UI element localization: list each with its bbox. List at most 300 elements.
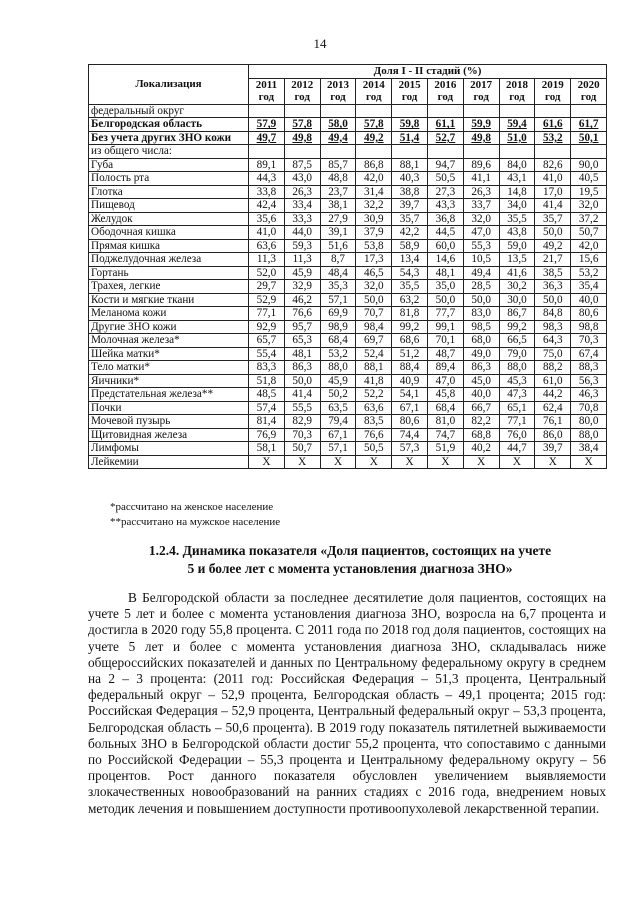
cell-value: 88,0 — [499, 361, 535, 375]
cell-value: 41,0 — [249, 226, 285, 240]
cell-value: 80,0 — [571, 415, 607, 429]
cell-value: X — [392, 455, 428, 469]
cell-value: 51,6 — [320, 239, 356, 253]
year-value: 2016 — [434, 78, 457, 91]
year-word: год — [366, 91, 382, 103]
cell-value: 44,3 — [249, 172, 285, 186]
table-row — [89, 401, 607, 415]
cell-value: 50,0 — [535, 226, 571, 240]
row-label: Гортань — [89, 266, 249, 280]
cell-value: 84,0 — [499, 158, 535, 172]
stage-group-header: Доля I - II стадий (%) — [249, 65, 607, 79]
cell-value: 40,0 — [571, 293, 607, 307]
cell-value — [284, 104, 320, 118]
cell-value: 82,2 — [463, 415, 499, 429]
cell-value: 86,8 — [356, 158, 392, 172]
year-word: год — [473, 91, 489, 103]
cell-value: 52,0 — [249, 266, 285, 280]
table-row — [89, 226, 607, 240]
cell-value: 32,2 — [356, 199, 392, 213]
table-row — [89, 118, 607, 132]
cell-value: X — [284, 455, 320, 469]
cell-value: 50,1 — [571, 131, 607, 145]
cell-value: 30,9 — [356, 212, 392, 226]
cell-value — [499, 104, 535, 118]
cell-value: 59,3 — [284, 239, 320, 253]
year-header-2011 — [249, 78, 285, 104]
cell-value: 50,5 — [427, 172, 463, 186]
cell-value: 88,3 — [571, 361, 607, 375]
cell-value: 65,3 — [284, 334, 320, 348]
cell-value — [499, 145, 535, 159]
cell-value: X — [427, 455, 463, 469]
cell-value: 98,8 — [571, 320, 607, 334]
cell-value: 76,6 — [356, 428, 392, 442]
cell-value: 55,3 — [463, 239, 499, 253]
cell-value: 36,3 — [535, 280, 571, 294]
cell-value: 33,3 — [284, 212, 320, 226]
row-label: Ободочная кишка — [89, 226, 249, 240]
cell-value: 40,5 — [571, 172, 607, 186]
cell-value: X — [249, 455, 285, 469]
cell-value: 48,1 — [284, 347, 320, 361]
cell-value: 8,7 — [320, 253, 356, 267]
table-row — [89, 361, 607, 375]
cell-value: 76,1 — [535, 415, 571, 429]
cell-value: 50,2 — [320, 388, 356, 402]
cell-value: 27,3 — [427, 185, 463, 199]
cell-value: 58,0 — [320, 118, 356, 132]
row-label: Яичники* — [89, 374, 249, 388]
cell-value: 49,8 — [463, 131, 499, 145]
cell-value: 68,4 — [320, 334, 356, 348]
cell-value: 49,2 — [535, 239, 571, 253]
row-label: Глотка — [89, 185, 249, 199]
cell-value: 11,3 — [249, 253, 285, 267]
year-header-2014 — [356, 78, 392, 104]
cell-value: 40,0 — [463, 388, 499, 402]
row-label: Другие ЗНО кожи — [89, 320, 249, 334]
cell-value: 49,4 — [463, 266, 499, 280]
cell-value: 77,1 — [499, 415, 535, 429]
cell-value: 26,3 — [463, 185, 499, 199]
table-row — [89, 131, 607, 145]
cell-value: 44,2 — [535, 388, 571, 402]
cell-value: 80,6 — [571, 307, 607, 321]
year-value: 2011 — [255, 78, 278, 91]
cell-value: 50,0 — [284, 374, 320, 388]
row-label: Шейка матки* — [89, 347, 249, 361]
cell-value: 59,4 — [499, 118, 535, 132]
cell-value: 44,7 — [499, 442, 535, 456]
cell-value: 84,8 — [535, 307, 571, 321]
row-label: Молочная железа* — [89, 334, 249, 348]
section-heading-line-1: 1.2.4. Динамика показателя «Доля пациентов, состоящих на учете — [148, 543, 552, 558]
cell-value: 54,3 — [392, 266, 428, 280]
cell-value: 50,5 — [356, 442, 392, 456]
cell-value: 33,8 — [249, 185, 285, 199]
cell-value: 42,0 — [571, 239, 607, 253]
cell-value: 51,9 — [427, 442, 463, 456]
footnote-male: **рассчитано на мужское население — [110, 516, 281, 528]
cell-value: 45,9 — [320, 374, 356, 388]
cell-value: 26,3 — [284, 185, 320, 199]
cell-value: 89,6 — [463, 158, 499, 172]
row-label: Лимфомы — [89, 442, 249, 456]
cell-value: 38,8 — [392, 185, 428, 199]
cell-value: X — [571, 455, 607, 469]
stage-share-table — [88, 64, 607, 469]
cell-value: 88,2 — [535, 361, 571, 375]
cell-value: 17,3 — [356, 253, 392, 267]
cell-value: 48,5 — [249, 388, 285, 402]
cell-value: 98,3 — [535, 320, 571, 334]
table-header — [89, 65, 607, 105]
cell-value: X — [463, 455, 499, 469]
cell-value — [535, 104, 571, 118]
year-value: 2013 — [326, 78, 349, 91]
cell-value: 90,0 — [571, 158, 607, 172]
cell-value: 35,0 — [427, 280, 463, 294]
cell-value: 15,6 — [571, 253, 607, 267]
cell-value: 40,2 — [463, 442, 499, 456]
cell-value: 43,0 — [284, 172, 320, 186]
cell-value — [571, 145, 607, 159]
cell-value: 41,6 — [499, 266, 535, 280]
cell-value: 83,3 — [249, 361, 285, 375]
cell-value: 61,1 — [427, 118, 463, 132]
table-row — [89, 212, 607, 226]
cell-value: 42,4 — [249, 199, 285, 213]
row-label: Предстательная железа** — [89, 388, 249, 402]
cell-value: 52,9 — [249, 293, 285, 307]
cell-value: 35,5 — [499, 212, 535, 226]
cell-value: 14,8 — [499, 185, 535, 199]
cell-value: 37,9 — [356, 226, 392, 240]
cell-value: 57,8 — [356, 118, 392, 132]
cell-value: 61,7 — [571, 118, 607, 132]
cell-value: 44,5 — [427, 226, 463, 240]
cell-value — [463, 104, 499, 118]
year-word: год — [258, 91, 275, 103]
table-row — [89, 199, 607, 213]
cell-value: 89,1 — [249, 158, 285, 172]
cell-value: 35,7 — [535, 212, 571, 226]
cell-value: 68,8 — [463, 428, 499, 442]
cell-value: 50,7 — [284, 442, 320, 456]
year-header-2015 — [392, 78, 428, 104]
cell-value: 63,5 — [320, 401, 356, 415]
cell-value: 57,1 — [320, 293, 356, 307]
cell-value: 85,7 — [320, 158, 356, 172]
table-row — [89, 307, 607, 321]
year-value: 2018 — [505, 78, 528, 91]
row-label: Меланома кожи — [89, 307, 249, 321]
cell-value: 50,7 — [571, 226, 607, 240]
cell-value: 49,0 — [463, 347, 499, 361]
year-word: год — [294, 91, 310, 103]
cell-value: X — [535, 455, 571, 469]
cell-value: 83,0 — [463, 307, 499, 321]
cell-value: 95,7 — [284, 320, 320, 334]
cell-value: 57,9 — [249, 118, 285, 132]
table-row — [89, 253, 607, 267]
cell-value: 61,6 — [535, 118, 571, 132]
cell-value: 32,0 — [463, 212, 499, 226]
cell-value: 33,7 — [463, 199, 499, 213]
cell-value: 31,4 — [356, 185, 392, 199]
cell-value: 59,0 — [499, 239, 535, 253]
table-row — [89, 280, 607, 294]
cell-value: 57,3 — [392, 442, 428, 456]
table-row — [89, 104, 607, 118]
cell-value: 32,0 — [356, 280, 392, 294]
cell-value — [463, 145, 499, 159]
year-value: 2019 — [541, 78, 564, 91]
page-number: 14 — [313, 36, 327, 51]
cell-value — [284, 145, 320, 159]
cell-value: 86,3 — [284, 361, 320, 375]
cell-value — [249, 104, 285, 118]
cell-value: 68,0 — [463, 334, 499, 348]
table-row — [89, 455, 607, 469]
cell-value: 58,9 — [392, 239, 428, 253]
cell-value: 53,2 — [320, 347, 356, 361]
cell-value: 82,6 — [535, 158, 571, 172]
cell-value: 45,0 — [463, 374, 499, 388]
cell-value: 39,1 — [320, 226, 356, 240]
cell-value — [427, 145, 463, 159]
cell-value: 99,2 — [499, 320, 535, 334]
cell-value: 65,1 — [499, 401, 535, 415]
cell-value: 43,3 — [427, 199, 463, 213]
cell-value: 99,2 — [392, 320, 428, 334]
cell-value: 70,7 — [356, 307, 392, 321]
table-row — [89, 347, 607, 361]
cell-value: 53,2 — [571, 266, 607, 280]
year-value: 2012 — [291, 78, 314, 91]
cell-value: 87,5 — [284, 158, 320, 172]
body-paragraph: В Белгородской области за последнее десятилетие доля пациентов, состоящих на учете 5 лет и более с момента установления диагноза ЗНО, возросла на 6,7 процента и достигла в 2020 году 55,8 процента. С 2011 года по 2018 год доля пациентов, состоящих на учете 5 лет и более с момента установления диагноза ЗНО, складывалась ниже общероссийских показателей и данных по Центральному федеральному округу в среднем на 2 – 3 процента: (2011 год: Российская Федерация – 51,3 процента, Центральный федеральный округ – 52,9 процента, Белгородская область – 49,1 процента; 2015 год: Российская Федерация – 52,9 процента, Центральный федеральный округ – 53,3 процента, Белгородская область – 50,6 процента). В 2019 году показатель пятилетней выживаемости больных ЗНО в Белгородской области достиг 55,2 процента, что сопоставимо с данными по Российской Федерации – 55,3 процента и Центральному федеральному округу – 56 процентов. Рост данного показателя обусловлен увеличением выявляемости злокачественных новообразований на ранних стадиях с 2016 года, внедрением новых методик лечения и повышением доступности противоопухолевой лекарственной терапии. — [88, 590, 606, 816]
cell-value: 67,1 — [392, 401, 428, 415]
table-row — [89, 172, 607, 186]
row-label: Лейкемии — [89, 455, 249, 469]
cell-value: 49,4 — [320, 131, 356, 145]
cell-value: 75,0 — [535, 347, 571, 361]
cell-value: 45,8 — [427, 388, 463, 402]
cell-value: 46,5 — [356, 266, 392, 280]
cell-value: 53,2 — [535, 131, 571, 145]
year-value: 2014 — [362, 78, 385, 91]
cell-value: 98,9 — [320, 320, 356, 334]
cell-value: 69,7 — [356, 334, 392, 348]
cell-value: 86,3 — [463, 361, 499, 375]
cell-value: 62,4 — [535, 401, 571, 415]
cell-value: 44,0 — [284, 226, 320, 240]
cell-value: 17,0 — [535, 185, 571, 199]
cell-value: 21,7 — [535, 253, 571, 267]
cell-value: 63,6 — [356, 401, 392, 415]
year-word: год — [437, 91, 454, 103]
section-heading — [100, 542, 600, 578]
year-header-2012 — [284, 78, 320, 104]
cell-value: 70,1 — [427, 334, 463, 348]
row-label: Губа — [89, 158, 249, 172]
cell-value: 99,1 — [427, 320, 463, 334]
table-row — [89, 388, 607, 402]
year-word: год — [580, 91, 597, 103]
cell-value: 64,3 — [535, 334, 571, 348]
cell-value — [320, 145, 356, 159]
cell-value: 32,0 — [571, 199, 607, 213]
cell-value: 39,7 — [392, 199, 428, 213]
cell-value: 59,9 — [463, 118, 499, 132]
cell-value — [249, 145, 285, 159]
row-label: Желудок — [89, 212, 249, 226]
cell-value: 19,5 — [571, 185, 607, 199]
cell-value: 45,9 — [284, 266, 320, 280]
cell-value: 79,4 — [320, 415, 356, 429]
cell-value: 55,4 — [249, 347, 285, 361]
row-label: Без учета других ЗНО кожи — [89, 131, 249, 145]
cell-value: 42,0 — [356, 172, 392, 186]
cell-value: 39,7 — [535, 442, 571, 456]
cell-value: 68,4 — [427, 401, 463, 415]
cell-value: 49,2 — [356, 131, 392, 145]
row-label: Тело матки* — [89, 361, 249, 375]
cell-value: 30,2 — [499, 280, 535, 294]
cell-value: 88,4 — [392, 361, 428, 375]
cell-value: 33,4 — [284, 199, 320, 213]
cell-value: 48,4 — [320, 266, 356, 280]
cell-value — [571, 104, 607, 118]
cell-value: 57,4 — [249, 401, 285, 415]
cell-value: 29,7 — [249, 280, 285, 294]
cell-value: 63,2 — [392, 293, 428, 307]
cell-value: 70,8 — [571, 401, 607, 415]
cell-value: 41,4 — [535, 199, 571, 213]
cell-value: 34,0 — [499, 199, 535, 213]
cell-value: 45,3 — [499, 374, 535, 388]
table-row — [89, 185, 607, 199]
cell-value: 51,0 — [499, 131, 535, 145]
cell-value: 43,8 — [499, 226, 535, 240]
cell-value: 82,9 — [284, 415, 320, 429]
year-header-2016 — [427, 78, 463, 104]
table-row — [89, 442, 607, 456]
cell-value: 77,1 — [249, 307, 285, 321]
cell-value: 50,0 — [535, 293, 571, 307]
cell-value: 66,7 — [463, 401, 499, 415]
row-label: Полость рта — [89, 172, 249, 186]
cell-value: 50,0 — [427, 293, 463, 307]
cell-value: X — [499, 455, 535, 469]
cell-value: 41,8 — [356, 374, 392, 388]
row-label: Мочевой пузырь — [89, 415, 249, 429]
year-header-2017 — [463, 78, 499, 104]
table-row — [89, 428, 607, 442]
cell-value: 74,4 — [392, 428, 428, 442]
row-label: Прямая кишка — [89, 239, 249, 253]
cell-value: 53,8 — [356, 239, 392, 253]
year-header-2018 — [499, 78, 535, 104]
cell-value — [392, 104, 428, 118]
cell-value: 60,0 — [427, 239, 463, 253]
cell-value: 35,3 — [320, 280, 356, 294]
cell-value: 54,1 — [392, 388, 428, 402]
cell-value: 41,4 — [284, 388, 320, 402]
row-label: федеральный округ — [89, 104, 249, 118]
cell-value: 76,6 — [284, 307, 320, 321]
cell-value: 38,4 — [571, 442, 607, 456]
cell-value: 51,8 — [249, 374, 285, 388]
cell-value: 69,9 — [320, 307, 356, 321]
cell-value: 94,7 — [427, 158, 463, 172]
cell-value: 48,7 — [427, 347, 463, 361]
cell-value: 63,6 — [249, 239, 285, 253]
row-label: Почки — [89, 401, 249, 415]
table-row — [89, 293, 607, 307]
cell-value: 88,0 — [571, 428, 607, 442]
footnote-female: *рассчитано на женское население — [110, 501, 274, 513]
cell-value: 41,0 — [535, 172, 571, 186]
cell-value: 79,0 — [499, 347, 535, 361]
cell-value: 76,0 — [499, 428, 535, 442]
row-label: из общего числа: — [89, 145, 249, 159]
cell-value: 49,8 — [284, 131, 320, 145]
table-row — [89, 145, 607, 159]
footnotes — [110, 500, 280, 530]
cell-value: 35,4 — [571, 280, 607, 294]
cell-value: 28,5 — [463, 280, 499, 294]
cell-value: 98,4 — [356, 320, 392, 334]
cell-value: 40,9 — [392, 374, 428, 388]
cell-value: 10,5 — [463, 253, 499, 267]
year-header-2013 — [320, 78, 356, 104]
cell-value: X — [356, 455, 392, 469]
cell-value: 42,2 — [392, 226, 428, 240]
cell-value: 70,3 — [284, 428, 320, 442]
cell-value: 88,0 — [320, 361, 356, 375]
year-header-2020 — [571, 78, 607, 104]
cell-value: 68,6 — [392, 334, 428, 348]
cell-value: 86,0 — [535, 428, 571, 442]
cell-value: 61,0 — [535, 374, 571, 388]
table-row — [89, 334, 607, 348]
cell-value: 11,3 — [284, 253, 320, 267]
cell-value: 38,1 — [320, 199, 356, 213]
table-row — [89, 158, 607, 172]
cell-value: 76,9 — [249, 428, 285, 442]
row-label: Поджелудочная железа — [89, 253, 249, 267]
cell-value: 13,5 — [499, 253, 535, 267]
cell-value: 50,0 — [463, 293, 499, 307]
cell-value — [427, 104, 463, 118]
cell-value: 92,9 — [249, 320, 285, 334]
table-body — [89, 104, 607, 469]
cell-value: 43,1 — [499, 172, 535, 186]
cell-value: 51,4 — [392, 131, 428, 145]
year-value: 2020 — [577, 78, 600, 91]
cell-value: 35,5 — [392, 280, 428, 294]
cell-value: 89,4 — [427, 361, 463, 375]
cell-value: 47,3 — [499, 388, 535, 402]
row-label: Трахея, легкие — [89, 280, 249, 294]
year-value: 2017 — [470, 78, 493, 91]
cell-value: 36,8 — [427, 212, 463, 226]
cell-value: 32,9 — [284, 280, 320, 294]
cell-value: 30,0 — [499, 293, 535, 307]
